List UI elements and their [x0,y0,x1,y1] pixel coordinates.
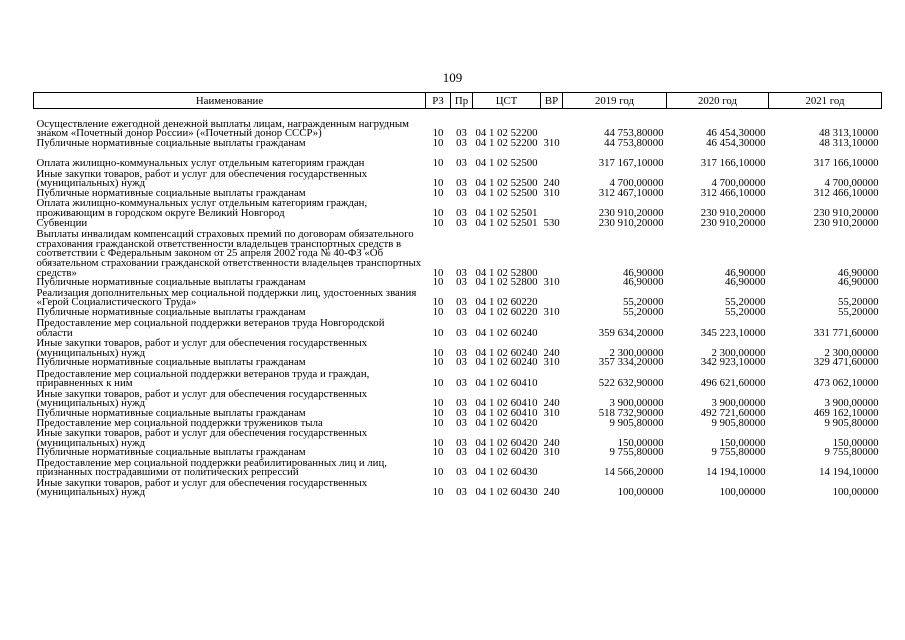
table-row [34,368,882,389]
cell-2019: 312 467,10000 [598,187,664,199]
cell-rz: 10 [432,356,444,369]
cell-cst: 04 1 02 60220 [475,296,538,309]
cell-vr: 240 [543,177,560,190]
cell-rz: 10 [432,486,444,499]
cell-cst: 04 1 02 52501 [475,216,538,229]
table-row [34,169,882,189]
cell-pr: 03 [456,157,467,170]
cell-2020: 46,90000 [725,266,766,279]
cell-2021: 331 771,60000 [813,326,879,339]
budget-table [33,92,882,498]
cell-2021: 46,90000 [838,276,879,289]
cell-2020: 230 910,20000 [700,207,766,219]
cell-rz: 10 [432,466,444,479]
cell-name: Публичные нормативные социальные выплаты гражданам [36,446,306,459]
cell-name: Предоставление мер социальной поддержки реабилитированных лиц и лиц, признанных пострадавшими от политических репрессий [36,456,387,479]
cell-2019: 4 700,00000 [609,177,664,190]
cell-rz: 10 [432,436,444,449]
cell-rz: 10 [432,326,444,339]
cell-2019: 230 910,20000 [598,207,664,219]
cell-2021: 9 755,80000 [824,446,879,459]
cell-cst: 04 1 02 60410 [475,397,538,410]
col-header-vr: ВР [541,93,563,109]
cell-2019: 46,90000 [623,276,664,289]
col-header-cst: ЦСТ [473,93,541,109]
cell-2019: 150,00000 [617,436,664,449]
cell-cst: 04 1 02 52501 [475,207,538,219]
cell-2020: 150,00000 [719,436,766,449]
cell-rz: 10 [432,416,444,429]
cell-pr: 03 [456,346,467,359]
cell-2021: 2 300,00000 [824,346,879,359]
cell-2019: 518 732,90000 [598,406,664,419]
cell-pr: 03 [456,266,467,279]
table-row [34,228,882,278]
table-row [34,199,882,219]
cell-2019: 3 900,00000 [609,397,664,410]
cell-2021: 312 466,10000 [813,187,879,199]
cell-name: Субвенции [36,216,88,229]
col-header-2021: 2021 год [769,93,882,109]
cell-name: Иные закупки товаров, работ и услуг для обеспечения государственных (муниципальных) нужд [36,167,368,190]
cell-vr [541,228,563,278]
cell-rz: 10 [432,446,444,459]
cell-name: Оплата жилищно-коммунальных услуг отдельным категориям граждан, проживающим в городском округе Великий Новгород [36,197,368,219]
cell-2021: 55,20000 [838,305,879,318]
cell-2021: 3 900,00000 [824,397,879,410]
cell-2019: 100,00000 [617,486,664,499]
cell-2021: 4 700,00000 [824,177,879,190]
table-row [34,288,882,308]
cell-rz: 10 [432,127,444,140]
cell-rz: 10 [432,276,444,289]
cell-vr: 310 [543,276,560,289]
cell-vr [541,109,563,140]
cell-pr: 03 [456,466,467,479]
cell-rz: 10 [432,266,444,279]
cell-2021: 9 905,80000 [824,416,879,429]
cell-vr [541,199,563,219]
cell-2019: 9 755,80000 [609,446,664,459]
cell-rz: 10 [432,406,444,419]
cell-vr [541,149,563,169]
table-row [34,478,882,498]
cell-name: Публичные нормативные социальные выплаты гражданам [36,356,306,369]
col-header-rz: РЗ [426,93,451,109]
cell-pr: 03 [456,127,467,140]
cell-cst: 04 1 02 60420 [475,416,538,429]
cell-2021: 150,00000 [832,436,879,449]
cell-2019: 357 334,20000 [598,356,664,369]
cell-vr: 310 [543,356,560,369]
cell-pr: 03 [456,216,467,229]
cell-name: Публичные нормативные социальные выплаты гражданам [36,137,306,150]
cell-vr: 310 [543,305,560,318]
cell-2020: 317 166,10000 [700,157,766,170]
cell-name: Публичные нормативные социальные выплаты гражданам [36,187,306,199]
cell-cst: 04 1 02 60410 [475,406,538,419]
cell-rz: 10 [432,137,444,150]
cell-cst: 04 1 02 52500 [475,177,538,190]
col-header-name: Наименование [34,93,426,109]
cell-vr [541,458,563,478]
cell-cst: 04 1 02 60410 [475,377,538,390]
table-row [34,428,882,448]
table-row [34,308,882,318]
table-row [34,458,882,478]
cell-name: Оплата жилищно-коммунальных услуг отдельным категориям граждан [36,157,365,170]
cell-cst: 04 1 02 60220 [475,305,538,318]
cell-2020: 46 454,30000 [706,137,766,150]
cell-2021: 46,90000 [838,266,879,279]
cell-rz: 10 [432,187,444,199]
cell-2021: 100,00000 [832,486,879,499]
cell-pr: 03 [456,296,467,309]
cell-name: Публичные нормативные социальные выплаты гражданам [36,305,306,318]
cell-2021: 317 166,10000 [813,157,879,170]
cell-name: Публичные нормативные социальные выплаты гражданам [36,276,306,289]
cell-2019: 55,20000 [623,296,664,309]
cell-2021: 329 471,60000 [813,356,879,369]
cell-cst: 04 1 02 60240 [475,326,538,339]
cell-name: Публичные нормативные социальные выплаты гражданам [36,406,306,419]
cell-rz: 10 [432,296,444,309]
table-row [34,389,882,409]
cell-pr: 03 [456,326,467,339]
cell-name: Предоставление мер социальной поддержки ветеранов труда Новгородской области [36,317,385,339]
cell-cst: 04 1 02 52500 [475,157,538,170]
cell-2020: 345 223,10000 [700,326,766,339]
cell-rz: 10 [432,216,444,229]
cell-vr: 240 [543,397,560,410]
cell-cst: 04 1 02 60420 [475,436,538,449]
cell-vr [541,288,563,308]
cell-name: Иные закупки товаров, работ и услуг для обеспечения государственных (муниципальных) нужд [36,387,368,410]
cell-rz: 10 [432,346,444,359]
cell-2020: 46 454,30000 [706,127,766,140]
cell-pr: 03 [456,356,467,369]
cell-name: Реализация дополнительных мер социальной поддержки лиц, удостоенных звания «Герой Социалистического Труда» [36,286,417,309]
table-row [34,358,882,368]
cell-name: Иные закупки товаров, работ и услуг для обеспечения государственных (муниципальных) нужд [36,476,368,499]
cell-2021: 230 910,20000 [813,216,879,229]
cell-pr: 03 [456,486,467,499]
cell-pr: 03 [456,406,467,419]
table-row [34,149,882,169]
cell-2020: 312 466,10000 [700,187,766,199]
cell-vr: 240 [543,436,560,449]
table-header-row [34,93,882,109]
cell-cst: 04 1 02 60430 [475,486,538,499]
col-header-2019: 2019 год [563,93,667,109]
cell-vr: 310 [543,137,560,150]
cell-pr: 03 [456,416,467,429]
cell-2019: 522 632,90000 [598,377,664,390]
cell-rz: 10 [432,157,444,170]
cell-pr: 03 [456,305,467,318]
cell-2021: 48 313,10000 [819,127,879,140]
cell-cst: 04 1 02 52800 [475,276,538,289]
cell-pr: 03 [456,187,467,199]
cell-name: Осуществление ежегодной денежной выплаты лицам, награжденным нагрудным знаком «Почетный донор России» («Почетный донор СССР») [36,117,409,140]
cell-pr: 03 [456,207,467,219]
cell-2019: 230 910,20000 [598,216,664,229]
cell-2020: 100,00000 [719,486,766,499]
cell-2020: 55,20000 [725,296,766,309]
cell-2019: 14 566,20000 [604,466,664,479]
cell-2021: 469 162,10000 [813,406,879,419]
cell-pr: 03 [456,177,467,190]
cell-cst: 04 1 02 52200 [475,127,538,140]
cell-2020: 14 194,10000 [706,466,766,479]
table-row [34,317,882,338]
cell-2021: 48 313,10000 [819,137,879,150]
cell-name: Предоставление мер социальной поддержки тружеников тыла [36,416,323,429]
cell-pr: 03 [456,397,467,410]
cell-2021: 473 062,10000 [813,377,879,390]
cell-2021: 14 194,10000 [819,466,879,479]
table-row [34,219,882,229]
page-number: 109 [442,70,463,85]
cell-vr: 310 [543,187,560,199]
cell-vr: 310 [543,446,560,459]
cell-rz: 10 [432,177,444,190]
cell-2020: 230 910,20000 [700,216,766,229]
cell-rz: 10 [432,377,444,390]
cell-name: Предоставление мер социальной поддержки ветеранов труда и граждан, приравненных к ним [36,367,370,390]
cell-2020: 9 755,80000 [711,446,766,459]
cell-2020: 492 721,60000 [700,406,766,419]
cell-2019: 359 634,20000 [598,326,664,339]
cell-2020: 496 621,60000 [700,377,766,390]
cell-vr: 240 [543,486,560,499]
cell-2019: 55,20000 [623,305,664,318]
cell-vr [541,317,563,338]
cell-2020: 46,90000 [725,276,766,289]
cell-2019: 9 905,80000 [609,416,664,429]
cell-2020: 55,20000 [725,305,766,318]
cell-2019: 46,90000 [623,266,664,279]
cell-pr: 03 [456,276,467,289]
cell-pr: 03 [456,377,467,390]
cell-2020: 4 700,00000 [711,177,766,190]
cell-2019: 2 300,00000 [609,346,664,359]
cell-pr: 03 [456,446,467,459]
table-row [34,338,882,358]
cell-cst: 04 1 02 60420 [475,446,538,459]
cell-cst: 04 1 02 52200 [475,137,538,150]
cell-2019: 317 167,10000 [598,157,664,170]
cell-vr: 310 [543,406,560,419]
cell-vr: 240 [543,346,560,359]
cell-pr: 03 [456,137,467,150]
cell-2020: 342 923,10000 [700,356,766,369]
cell-2019: 44 753,80000 [604,127,664,140]
cell-pr: 03 [456,436,467,449]
cell-2019: 44 753,80000 [604,137,664,150]
table-row [34,109,882,140]
cell-vr: 530 [543,216,560,229]
cell-cst: 04 1 02 52500 [475,187,538,199]
cell-2020: 9 905,80000 [711,416,766,429]
cell-2020: 2 300,00000 [711,346,766,359]
cell-name: Иные закупки товаров, работ и услуг для обеспечения государственных (муниципальных) нужд [36,337,368,359]
cell-2021: 55,20000 [838,296,879,309]
cell-cst: 04 1 02 60430 [475,466,538,479]
cell-cst: 04 1 02 52800 [475,266,538,279]
cell-name: Иные закупки товаров, работ и услуг для обеспечения государственных (муниципальных) нужд [36,426,368,449]
cell-cst: 04 1 02 60240 [475,356,538,369]
col-header-pr: Пр [451,93,473,109]
cell-2020: 3 900,00000 [711,397,766,410]
cell-vr [541,368,563,389]
cell-rz: 10 [432,397,444,410]
cell-cst: 04 1 02 60240 [475,346,538,359]
table-row [34,139,882,149]
cell-rz: 10 [432,305,444,318]
cell-2021: 230 910,20000 [813,207,879,219]
col-header-2020: 2020 год [667,93,769,109]
cell-name: Выплаты инвалидам компенсаций страховых премий по договорам обязательного страхования гражданской ответственности владельцев транспортных средств в соответствии с Федеральным законом от 25 апреля 2002 года № 40-ФЗ «Об обязательном страховании гражданской ответственности владельцев транспортных средств» [36,228,422,279]
cell-vr [541,419,563,429]
cell-rz: 10 [432,207,444,219]
